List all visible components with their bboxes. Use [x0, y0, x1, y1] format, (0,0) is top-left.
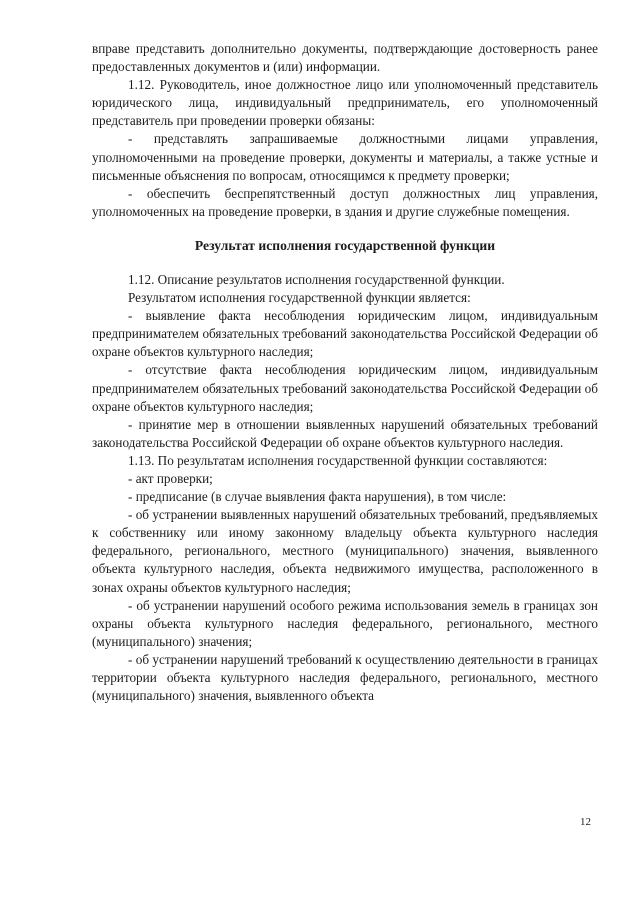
- paragraph: - выявление факта несоблюдения юридическим лицом, индивидуальным предпринимателем обязательных требований законодательства Российской Федерации об охране объектов культурного наследия;: [92, 308, 598, 360]
- paragraph: - об устранении выявленных нарушений обязательных требований, предъявляемых к собственнику или иному законному владельцу объекта культурного наследия федерального, регионального, местного (муниципального) значения, выявленного объекта культурного наследия, объекта недвижимого имущества, расположенного в зонах охраны объектов культурного наследия;: [92, 507, 598, 595]
- paragraph: Результатом исполнения государственной функции является:: [128, 290, 471, 306]
- paragraph: 1.12. Описание результатов исполнения государственной функции.: [128, 271, 505, 287]
- paragraph: вправе представить дополнительно документы, подтверждающие достоверность ранее предоставленных документов и (или) информации.: [92, 41, 598, 75]
- paragraph: - принятие мер в отношении выявленных нарушений обязательных требований законодательства Российской Федерации об охране объектов культурного наследия.: [92, 416, 598, 450]
- paragraph: 1.13. По результатам исполнения государственной функции составляются:: [128, 452, 548, 468]
- paragraph: - обеспечить беспрепятственный доступ должностных лиц управления, уполномоченных на проведение проверки, в здания и другие служебные помещения.: [92, 185, 598, 219]
- page-number: 12: [580, 816, 591, 828]
- document-body: [92, 40, 598, 705]
- paragraph: - отсутствие факта несоблюдения юридическим лицом, индивидуальным предпринимателем обязательных требований законодательства Российской Федерации об охране объектов культурного наследия;: [92, 362, 598, 414]
- paragraph: - акт проверки;: [128, 470, 213, 486]
- section-heading: Результат исполнения государственной функции: [194, 237, 496, 253]
- paragraph: 1.12. Руководитель, иное должностное лицо или уполномоченный представитель юридического лица, индивидуальный предприниматель, его уполномоченный представитель при проведении проверки обязаны:: [92, 77, 598, 129]
- paragraph: - предписание (в случае выявления факта нарушения), в том числе:: [128, 489, 507, 505]
- paragraph: - об устранении нарушений особого режима использования земель в границах зон охраны объекта культурного наследия федерального, регионального, местного (муниципального) значения;: [92, 597, 598, 649]
- paragraph: - об устранении нарушений требований к осуществлению деятельности в границах территории объекта культурного наследия федерального, регионального, местного (муниципального) значения, выявленного объекта: [92, 651, 598, 704]
- paragraph: - представлять запрашиваемые должностными лицами управления, уполномоченными на проведение проверки, документы и материалы, а также устные и письменные объяснения по вопросам, относящимся к предмету проверки;: [92, 131, 598, 183]
